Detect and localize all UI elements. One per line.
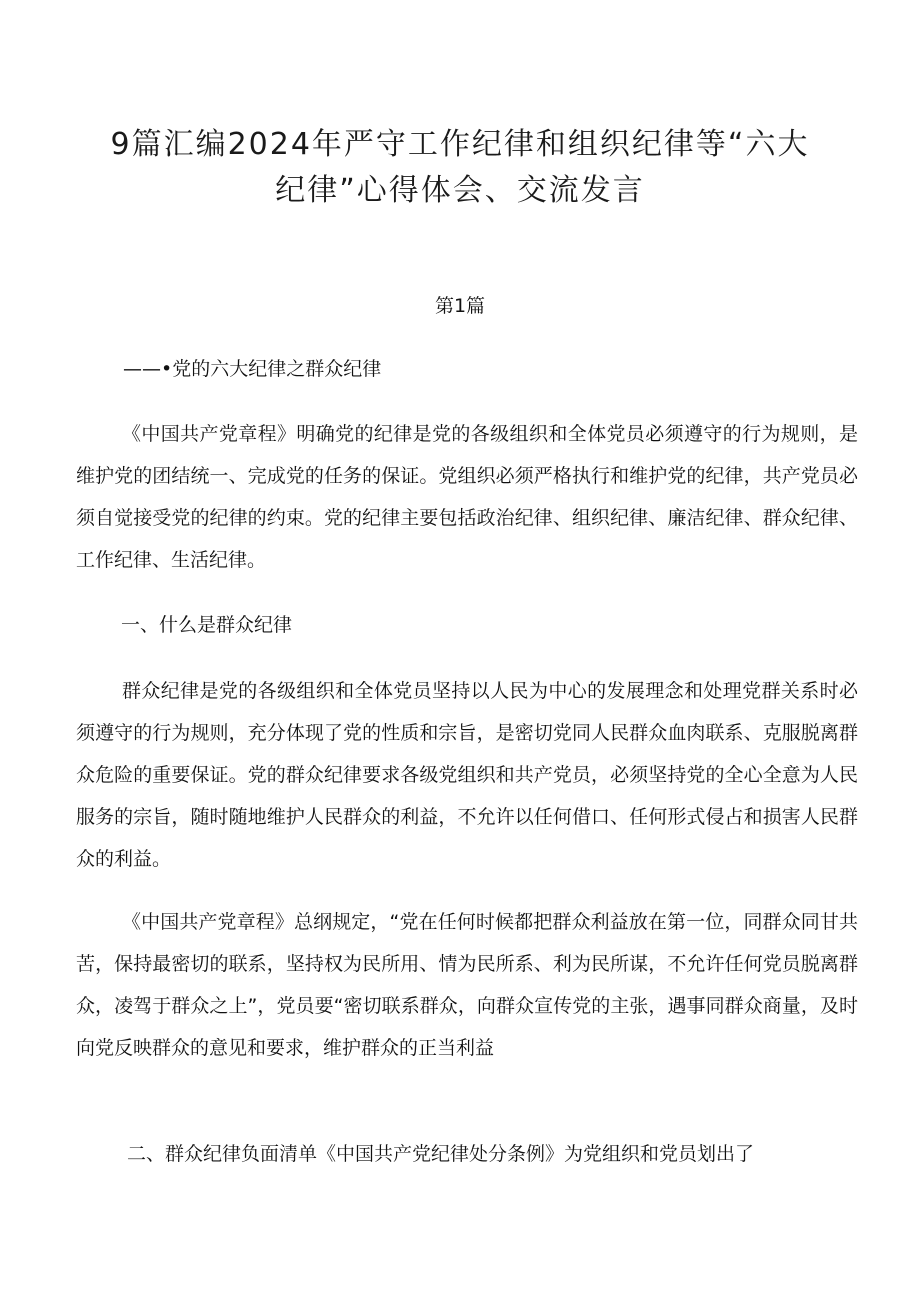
document-title-line-2: 纪律”心得体会、交流发言 (275, 173, 645, 208)
heading-what-is-mass-discipline: 一、什么是群众纪律 (121, 614, 293, 636)
document-title-line-1: 9篇汇编2024年严守工作纪律和组织纪律等“六大 (110, 127, 810, 162)
paragraph-party-constitution: 《中国共产党章程》总纲规定，“党在任何时候都把群众利益放在第一位，同群众同甘共苦，保持最密切的联系，坚持权为民所用、情为民所系、利为民所谋，不允许任何党员脱离群众，凌驾于群众之上”，党员要“密切联系群众，向群众宣传党的主张，遇事同群众商量，及时向党反映群众的意见和要求，维护群众的正当利益 (76, 911, 858, 1059)
heading-negative-list: 二、群众纪律负面清单《中国共产党纪律处分条例》为党组织和党员划出了 (127, 1143, 755, 1165)
paragraph-definition: 群众纪律是党的各级组织和全体党员坚持以人民为中心的发展理念和处理党群关系时必须遵守的行为规则，充分体现了党的性质和宗旨，是密切党同人民群众血肉联系、克服脱离群众危险的重要保证。党的群众纪律要求各级党组织和共产党员，必须坚持党的全心全意为人民服务的宗旨，随时随地维护人民群众的利益，不允许以任何借口、任何形式侵占和损害人民群众的利益。 (76, 680, 858, 870)
chapter-label: 第1篇 (434, 295, 486, 317)
paragraph-intro: 《中国共产党章程》明确党的纪律是党的各级组织和全体党员必须遵守的行为规则，是维护党的团结统一、完成党的任务的保证。党组织必须严格执行和维护党的纪律，共产党员必须自觉接受党的纪律的约束。党的纪律主要包括政治纪律、组织纪律、廉洁纪律、群众纪律、工作纪律、生活纪律。 (76, 423, 858, 571)
section-subtitle: ——•党的六大纪律之群众纪律 (123, 358, 382, 380)
document-title (60, 122, 860, 214)
